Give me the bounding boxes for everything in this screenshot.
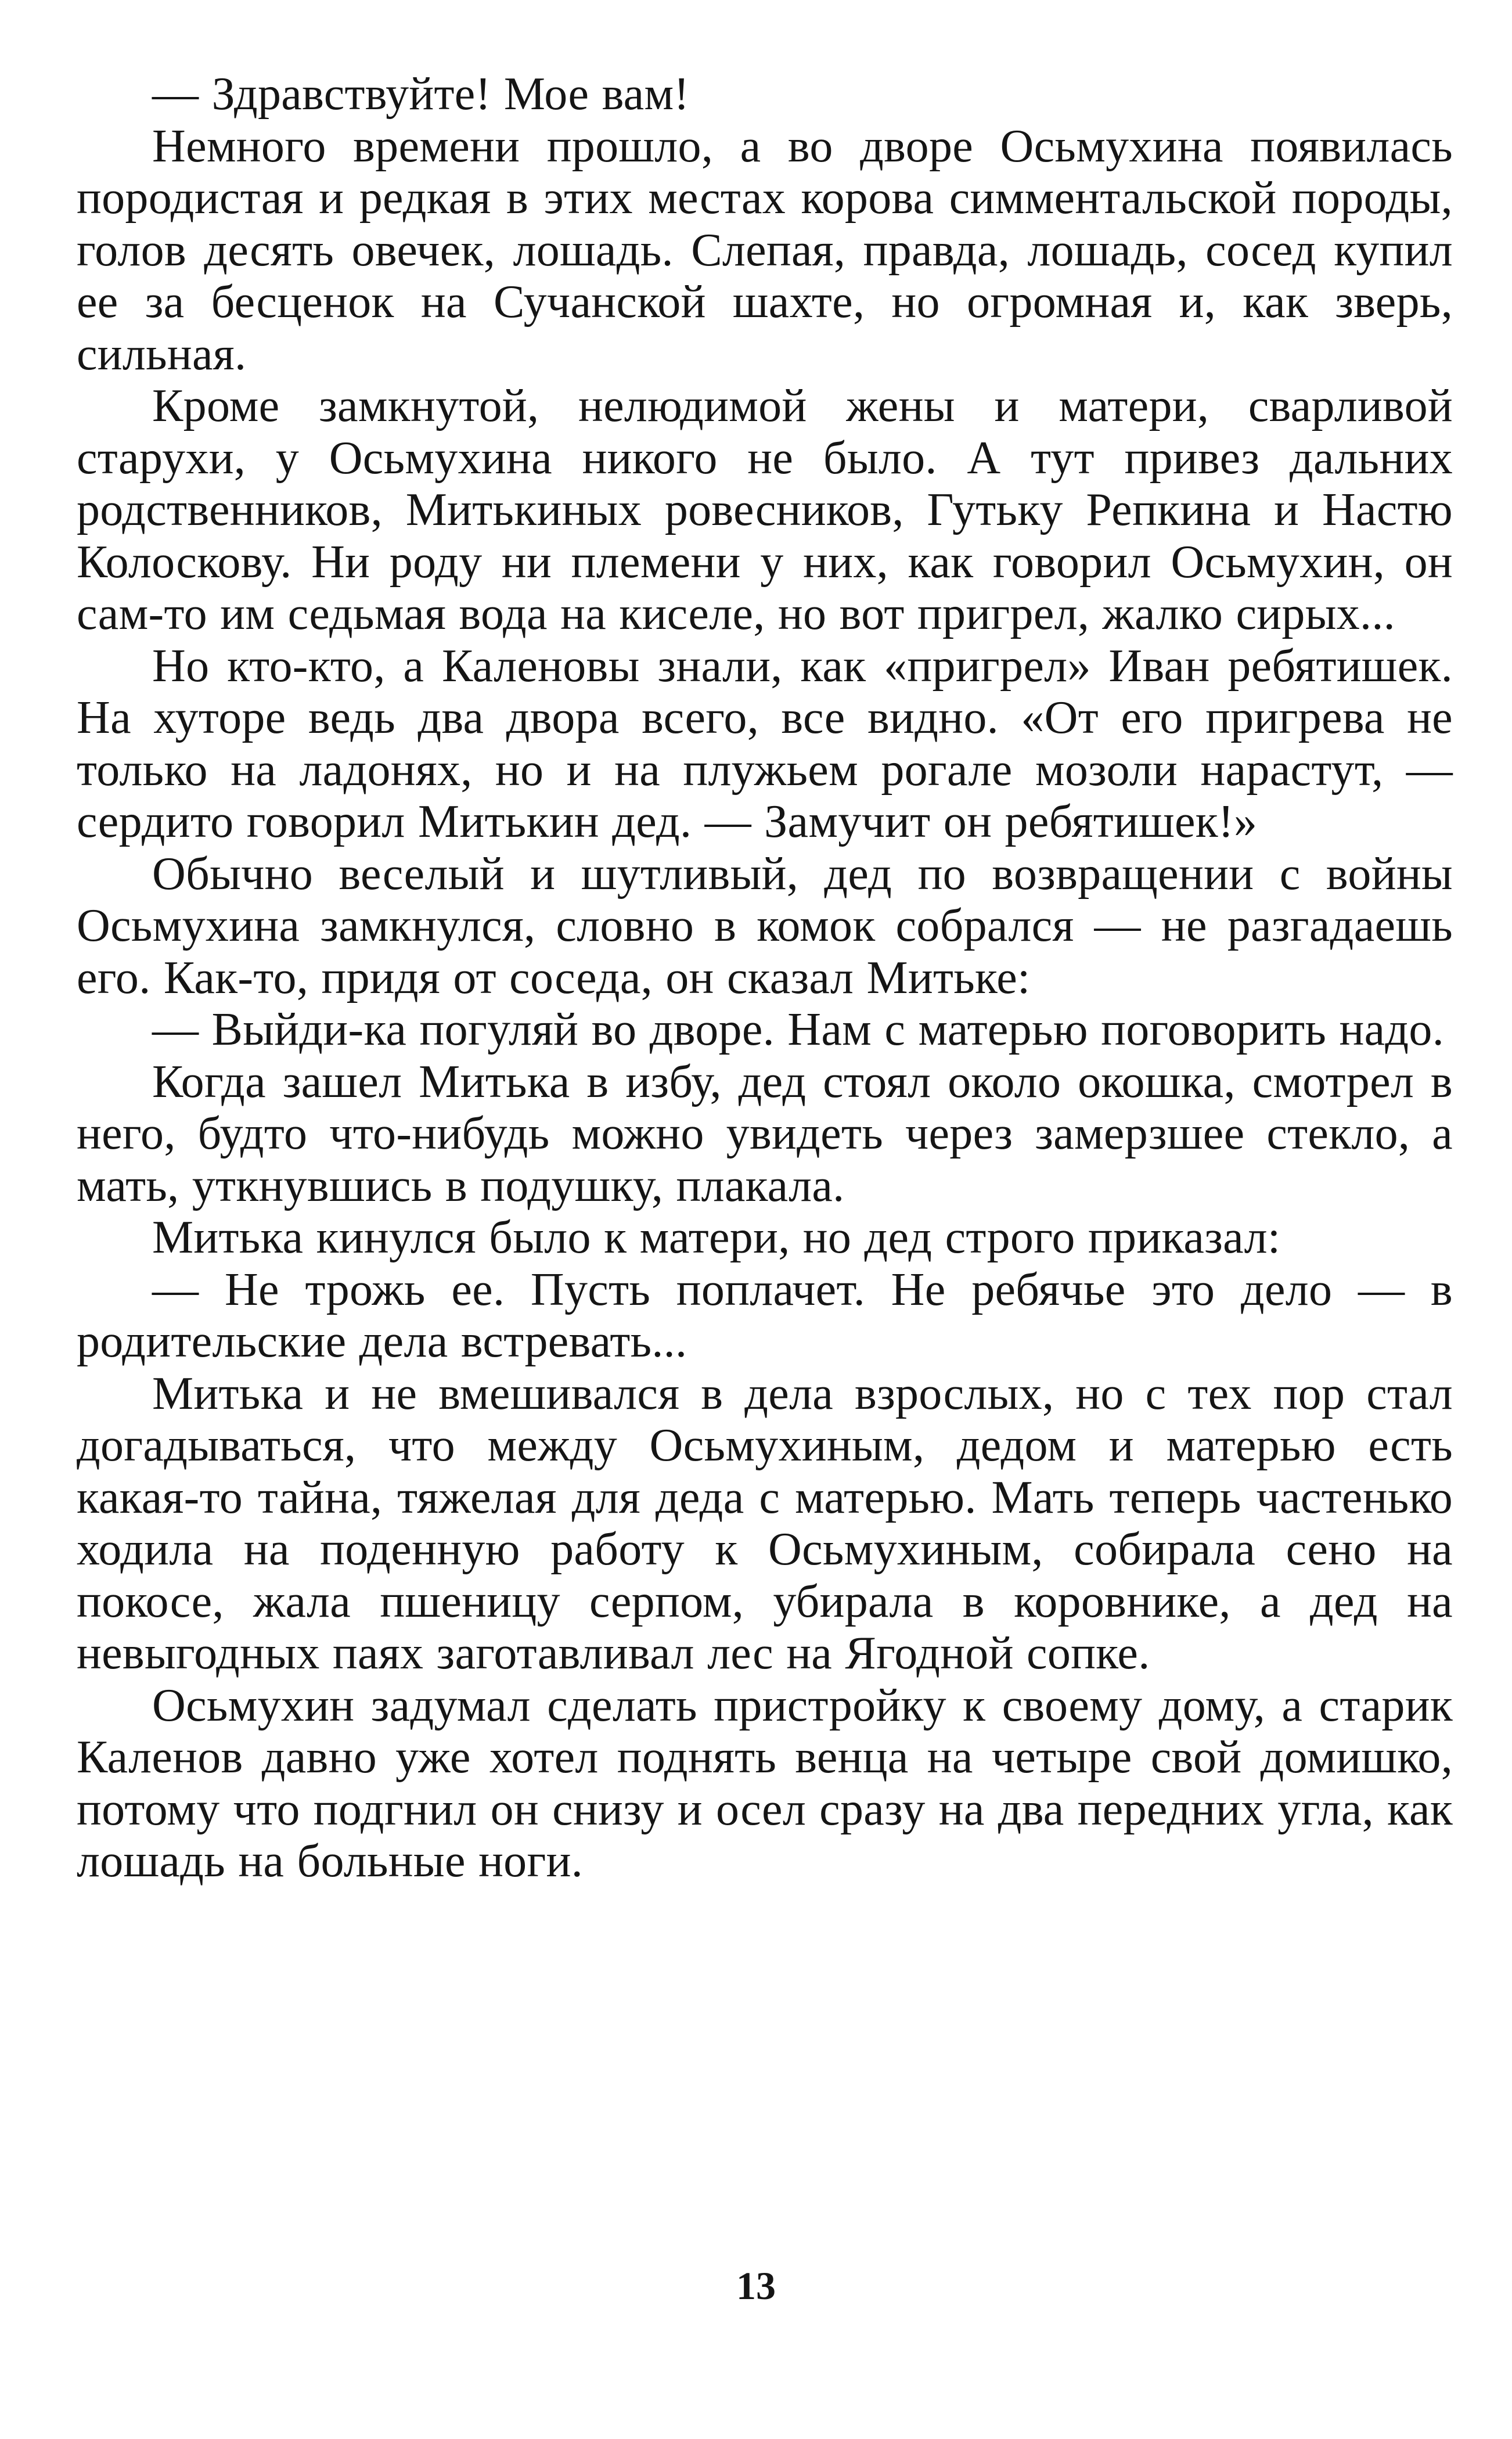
paragraph-9: — Не трожь ее. Пусть поплачет. Не ребячье это дело — в родительские дела встревать...: [77, 1264, 1453, 1367]
paragraph-5: Обычно веселый и шутливый, дед по возвращении с войны Осьмухина замкнулся, словно в комок собрался — не разгадаешь его. Как-то, придя от соседа, он сказал Митьке:: [77, 848, 1453, 1003]
paragraph-10: Митька и не вмешивался в дела взрослых, но с тех пор стал догадываться, что между Осьмухиным, дедом и матерью есть какая-то тайна, тяжелая для деда с матерью. Мать теперь частенько ходила на поденную работу к Осьмухиным, собирала сено на покосе, жала пшеницу серпом, убирала в коровнике, а дед на невыгодных паях заготавливал лес на Ягодной сопке.: [77, 1368, 1453, 1679]
paragraph-4: Но кто-кто, а Каленовы знали, как «пригрел» Иван ребятишек. На хуторе ведь два двора всего, все видно. «От его пригрева не только на ладонях, но и на плужьем рогале мозоли нарастут, — сердито говорил Митькин дед. — Замучит он ребятишек!»: [77, 640, 1453, 847]
paragraph-1: — Здравствуйте! Мое вам!: [152, 69, 690, 120]
paragraph-3: Кроме замкнутой, нелюдимой жены и матери, сварливой старухи, у Осьмухина никого не было. А тут привез дальних родственников, Митькиных ровесников, Гутьку Репкина и Настю Колоскову. Ни роду ни племени у них, как говорил Осьмухин, он сам-то им седьмая вода на киселе, но вот пригрел, жалко сирых...: [77, 380, 1453, 639]
paragraph-8: Митька кинулся было к матери, но дед строго приказал:: [152, 1212, 1281, 1263]
text-column: [77, 69, 1453, 1888]
paragraph-11: Осьмухин задумал сделать пристройку к своему дому, а старик Каленов давно уже хотел поднять венца на четыре свой домишко, потому что подгнил он снизу и осел сразу на два передних угла, как лошадь на больные ноги.: [77, 1679, 1453, 1887]
paragraph-6: — Выйди-ка погуляй во дворе. Нам с матерью поговорить надо.: [152, 1004, 1445, 1055]
page-number: 13: [736, 2264, 776, 2308]
paragraph-7: Когда зашел Митька в избу, дед стоял около окошка, смотрел в него, будто что-нибудь можно увидеть через замерзшее стекло, а мать, уткнувшись в подушку, плакала.: [77, 1056, 1453, 1211]
paragraph-2: Немного времени прошло, а во дворе Осьмухина появилась породистая и редкая в этих местах корова симментальской породы, голов десять овечек, лошадь. Слепая, правда, лошадь, сосед купил ее за бесценок на Сучанской шахте, но огромная и, как зверь, сильная.: [77, 120, 1453, 380]
